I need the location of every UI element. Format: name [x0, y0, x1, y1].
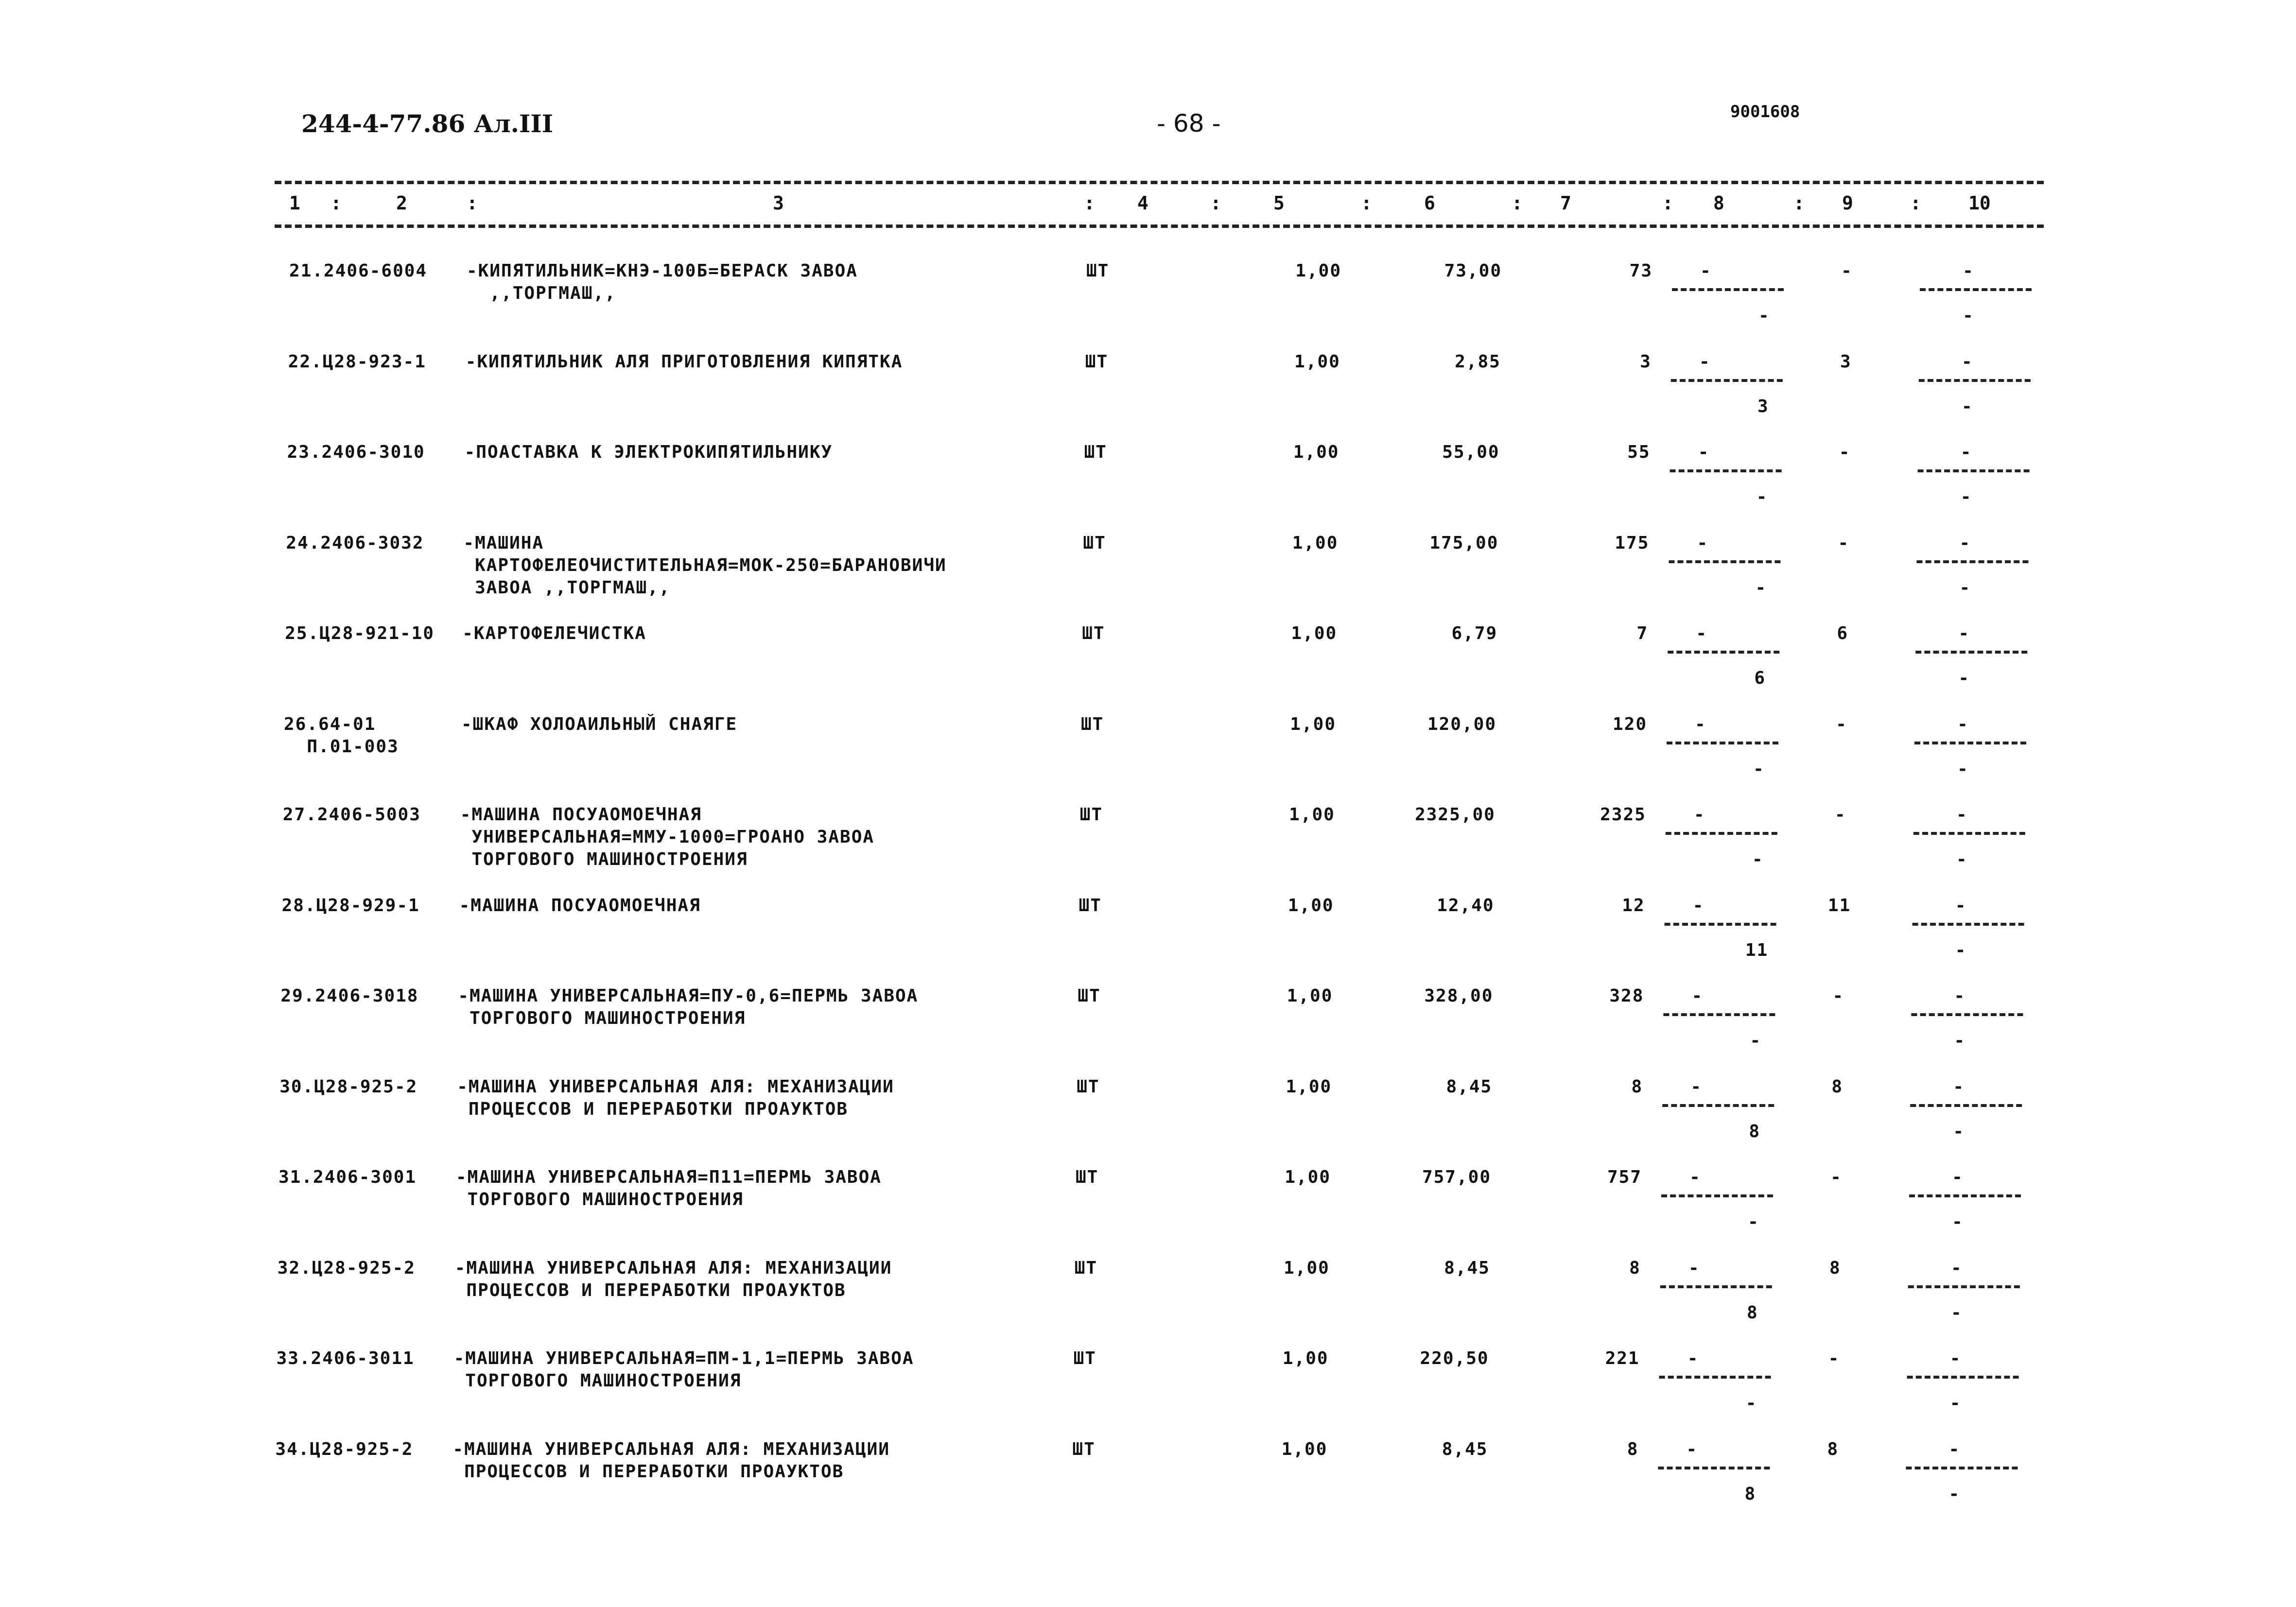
table-row: [0, 713, 2291, 804]
col8-fraction-line: [1665, 923, 1776, 926]
row-col9: -: [1838, 533, 1850, 553]
row-unit: ШТ: [1077, 1076, 1100, 1097]
row-description: -МАШИНА ПОСУАОМОЕЧНАЯ: [459, 895, 701, 916]
row-col8-numerator: -: [1693, 805, 1705, 825]
row-total: 8: [1627, 1439, 1639, 1459]
column-number-7: 7: [1560, 192, 1571, 214]
row-unit: ШТ: [1086, 261, 1110, 281]
row-quantity: 1,00: [1291, 623, 1338, 643]
column-separator: :: [1210, 192, 1221, 214]
row-unit: ШТ: [1076, 1167, 1099, 1187]
row-unit-price: 175,00: [1429, 533, 1499, 553]
row-col10-denominator: -: [1956, 849, 1968, 869]
row-col9: 3: [1840, 351, 1852, 372]
col10-fraction-line: [1913, 923, 2024, 926]
row-col10-denominator: -: [1963, 306, 1974, 326]
row-col10-denominator: -: [1958, 668, 1970, 688]
row-description: -МАШИНА УНИВЕРСАЛЬНАЯ=П11=ПЕРМЬ ЗАВОА ТОРГОВОГО МАШИНОСТРОЕНИЯ: [456, 1167, 882, 1210]
row-code: 27.2406-5003: [282, 805, 421, 825]
table-row: [0, 985, 2287, 1075]
row-description: -МАШИНА УНИВЕРСАЛЬНАЯ=ПМ-1,1=ПЕРМЬ ЗАВОА ТОРГОВОГО МАШИНОСТРОЕНИЯ: [453, 1348, 914, 1391]
column-number-1: 1: [289, 192, 300, 214]
row-col9: -: [1828, 1348, 1840, 1368]
row-quantity: 1,00: [1284, 1258, 1330, 1278]
column-separator: :: [1662, 192, 1673, 214]
row-col10-numerator: -: [1961, 351, 1973, 372]
row-code: 21.2406-6004: [289, 261, 428, 281]
column-number-10: 10: [1968, 192, 1991, 214]
row-total: 8: [1629, 1258, 1641, 1278]
row-description: -КИПЯТИЛЬНИК=КНЭ-100Б=БЕРАСК ЗАВОА ,,ТОРГМАШ,,: [467, 261, 858, 303]
row-col10-numerator: -: [1952, 1167, 1964, 1187]
col8-fraction-line: [1663, 1013, 1775, 1016]
row-col10-denominator: -: [1960, 487, 1972, 507]
row-code: 26.64-01 П.01-003: [284, 714, 399, 757]
row-col8-denominator: -: [1756, 487, 1768, 507]
row-total: 73: [1629, 261, 1652, 281]
row-code: 23.2406-3010: [287, 442, 425, 462]
row-unit: ШТ: [1073, 1348, 1096, 1368]
table-row: [0, 895, 2289, 985]
row-description: -МАШИНА УНИВЕРСАЛЬНАЯ АЛЯ: МЕХАНИЗАЦИИ ПРОЦЕССОВ И ПЕРЕРАБОТКИ ПРОАУКТОВ: [454, 1258, 892, 1300]
row-col10-numerator: -: [1949, 1348, 1962, 1368]
row-col8-denominator: 8: [1744, 1484, 1757, 1504]
column-number-3: 3: [773, 192, 784, 214]
row-col9: -: [1839, 442, 1851, 462]
row-col10-denominator: -: [1950, 1302, 1963, 1323]
row-code: 22.Ц28-923-1: [288, 351, 426, 372]
row-col8-numerator: -: [1689, 1167, 1701, 1187]
col8-fraction-line: [1672, 288, 1784, 291]
column-separator: :: [1084, 192, 1095, 214]
row-unit-price: 8,45: [1444, 1258, 1490, 1278]
row-total: 3: [1640, 351, 1652, 372]
row-col10-numerator: -: [1958, 623, 1970, 643]
row-col10-numerator: -: [1957, 714, 1969, 734]
row-code: 25.Ц28-921-10: [285, 623, 435, 643]
col8-fraction-line: [1667, 742, 1778, 744]
column-number-5: 5: [1273, 192, 1285, 214]
row-total: 12: [1622, 895, 1645, 916]
col10-fraction-line: [1918, 469, 2030, 472]
row-col9: 8: [1831, 1076, 1844, 1097]
row-col8-denominator: -: [1753, 759, 1765, 779]
row-col10-numerator: -: [1955, 895, 1967, 916]
row-col10-denominator: -: [1957, 759, 1969, 779]
row-col9: -: [1830, 1167, 1842, 1187]
row-total: 221: [1605, 1348, 1640, 1368]
column-separator: :: [330, 192, 342, 214]
row-total: 120: [1612, 714, 1647, 734]
header-top-rule: [275, 181, 2044, 184]
column-separator: :: [1512, 192, 1523, 214]
row-col10-denominator: -: [1954, 1031, 1966, 1051]
row-code: 34.Ц28-925-2: [275, 1439, 414, 1459]
row-col9: 11: [1827, 895, 1851, 916]
row-col9: 8: [1829, 1258, 1841, 1278]
col10-fraction-line: [1915, 651, 2027, 654]
table-row: [0, 351, 2295, 441]
col10-fraction-line: [1916, 560, 2028, 563]
row-col8-numerator: -: [1690, 1076, 1703, 1097]
row-description: -МАШИНА УНИВЕРСАЛЬНАЯ АЛЯ: МЕХАНИЗАЦИИ ПРОЦЕССОВ И ПЕРЕРАБОТКИ ПРОАУКТОВ: [452, 1439, 890, 1482]
row-total: 7: [1636, 623, 1649, 643]
row-col8-denominator: -: [1758, 306, 1770, 326]
col8-fraction-line: [1666, 832, 1777, 835]
row-total: 175: [1615, 533, 1650, 553]
document-code: 244-4-77.86 Ал.III: [301, 109, 554, 138]
row-col8-numerator: -: [1696, 623, 1708, 643]
row-description: -КАРТОФЕЛЕЧИСТКА: [462, 623, 646, 643]
col10-fraction-line: [1920, 288, 2032, 291]
row-code: 28.Ц28-929-1: [281, 895, 420, 916]
row-col8-numerator: -: [1688, 1258, 1700, 1278]
row-quantity: 1,00: [1286, 1076, 1332, 1097]
row-quantity: 1,00: [1293, 442, 1339, 462]
table-row: [0, 532, 2293, 622]
row-code: 31.2406-3001: [278, 1167, 417, 1187]
row-unit-price: 220,50: [1420, 1348, 1489, 1368]
row-code: 29.2406-3018: [280, 986, 419, 1006]
column-separator: :: [1793, 192, 1805, 214]
row-col10-denominator: -: [1949, 1393, 1962, 1413]
col10-fraction-line: [1919, 379, 2031, 382]
column-number-8: 8: [1713, 192, 1724, 214]
col8-fraction-line: [1670, 469, 1782, 472]
row-unit: ШТ: [1078, 895, 1102, 916]
row-unit-price: 55,00: [1442, 442, 1500, 462]
column-number-6: 6: [1424, 192, 1435, 214]
row-col8-numerator: -: [1699, 351, 1711, 372]
row-quantity: 1,00: [1287, 986, 1333, 1006]
row-col10-denominator: -: [1948, 1484, 1961, 1504]
row-code: 32.Ц28-925-2: [277, 1258, 416, 1278]
table-row: [0, 441, 2294, 532]
row-col9: 8: [1827, 1439, 1839, 1459]
row-description: -ПОАСТАВКА К ЭЛЕКТРОКИПЯТИЛЬНИКУ: [464, 442, 833, 462]
col10-fraction-line: [1906, 1467, 2018, 1469]
row-total: 2325: [1600, 805, 1646, 825]
row-total: 328: [1609, 986, 1644, 1006]
column-separator: :: [1910, 192, 1921, 214]
column-number-4: 4: [1137, 192, 1148, 214]
row-col10-numerator: -: [1960, 442, 1972, 462]
row-code: 33.2406-3011: [276, 1348, 415, 1368]
row-total: 8: [1631, 1076, 1643, 1097]
col8-fraction-line: [1662, 1104, 1774, 1107]
column-number-2: 2: [396, 192, 407, 214]
column-separator: :: [1361, 192, 1372, 214]
col10-fraction-line: [1913, 832, 2025, 835]
row-col8-denominator: -: [1755, 577, 1767, 598]
archive-stamp-number: 9001608: [1730, 102, 1800, 121]
table-row: [0, 260, 2296, 350]
row-unit-price: 2,85: [1455, 351, 1501, 372]
row-col10-denominator: -: [1952, 1212, 1964, 1232]
row-col8-denominator: -: [1752, 849, 1764, 869]
row-col8-denominator: 3: [1757, 396, 1769, 416]
row-col8-numerator: -: [1700, 261, 1712, 281]
row-description: -ШКАФ ХОЛОАИЛЬНЫЙ СНАЯГЕ: [461, 714, 738, 734]
row-quantity: 1,00: [1289, 805, 1335, 825]
row-quantity: 1,00: [1281, 1439, 1328, 1459]
row-quantity: 1,00: [1287, 895, 1334, 916]
row-col8-denominator: -: [1745, 1393, 1757, 1413]
row-col10-numerator: -: [1959, 533, 1971, 553]
table-row: [0, 1166, 2285, 1257]
page-number: - 68 -: [1157, 109, 1221, 138]
row-unit-price: 8,45: [1442, 1439, 1488, 1459]
column-number-9: 9: [1842, 192, 1853, 214]
row-code: 30.Ц28-925-2: [279, 1076, 418, 1097]
row-col8-numerator: -: [1692, 895, 1705, 916]
row-col9: -: [1836, 714, 1847, 734]
row-col8-denominator: 8: [1749, 1121, 1761, 1141]
row-unit: ШТ: [1081, 714, 1104, 734]
row-unit-price: 8,45: [1446, 1076, 1493, 1097]
row-col9: -: [1832, 986, 1844, 1006]
row-description: -МАШИНА КАРТОФЕЛЕОЧИСТИТЕЛЬНАЯ=МОК-250=БАРАНОВИЧИ ЗАВОА ,,ТОРГМАШ,,: [463, 533, 947, 598]
row-unit: ШТ: [1074, 1258, 1098, 1278]
table-row: [0, 1076, 2286, 1166]
col10-fraction-line: [1914, 742, 2026, 744]
col8-fraction-line: [1671, 379, 1783, 382]
row-description: -МАШИНА УНИВЕРСАЛЬНАЯ АЛЯ: МЕХАНИЗАЦИИ ПРОЦЕССОВ И ПЕРЕРАБОТКИ ПРОАУКТОВ: [457, 1076, 894, 1119]
row-unit: ШТ: [1072, 1439, 1096, 1459]
row-unit-price: 120,00: [1427, 714, 1496, 734]
table-row: [0, 1348, 2283, 1438]
row-col10-denominator: -: [1959, 577, 1971, 598]
row-col10-denominator: -: [1953, 1121, 1965, 1141]
row-col8-numerator: -: [1691, 986, 1704, 1006]
row-col9: -: [1834, 805, 1846, 825]
row-col8-numerator: -: [1686, 1439, 1698, 1459]
col8-fraction-line: [1660, 1285, 1772, 1288]
row-unit: ШТ: [1082, 623, 1105, 643]
column-separator: :: [467, 192, 478, 214]
table-row: [0, 622, 2292, 713]
col10-fraction-line: [1910, 1104, 2022, 1107]
row-unit-price: 73,00: [1444, 261, 1502, 281]
row-col8-denominator: 11: [1745, 940, 1769, 960]
row-col8-numerator: -: [1698, 442, 1710, 462]
row-description: -МАШИНА ПОСУАОМОЕЧНАЯ УНИВЕРСАЛЬНАЯ=ММУ-1000=ГРОАНО ЗАВОА ТОРГОВОГО МАШИНОСТРОЕНИЯ: [460, 805, 875, 869]
row-quantity: 1,00: [1285, 1167, 1331, 1187]
row-description: -КИПЯТИЛЬНИК АЛЯ ПРИГОТОВЛЕНИЯ КИПЯТКА: [465, 351, 903, 372]
row-col10-numerator: -: [1953, 1076, 1965, 1097]
row-unit: ШТ: [1083, 533, 1106, 553]
row-col10-numerator: -: [1948, 1439, 1961, 1459]
col10-fraction-line: [1909, 1194, 2021, 1197]
row-col8-denominator: 6: [1754, 668, 1766, 688]
row-description: -МАШИНА УНИВЕРСАЛЬНАЯ=ПУ-0,6=ПЕРМЬ ЗАВОА ТОРГОВОГО МАШИНОСТРОЕНИЯ: [458, 986, 919, 1028]
row-col10-denominator: -: [1955, 940, 1967, 960]
table-row: [0, 1257, 2284, 1348]
row-quantity: 1,00: [1290, 714, 1336, 734]
col10-fraction-line: [1907, 1376, 2019, 1379]
header-bottom-rule: [275, 225, 2044, 228]
row-col8-numerator: -: [1697, 533, 1709, 553]
row-total: 757: [1607, 1167, 1642, 1187]
row-unit-price: 6,79: [1451, 623, 1498, 643]
row-unit: ШТ: [1085, 351, 1109, 372]
row-unit-price: 12,40: [1437, 895, 1495, 916]
row-col10-numerator: -: [1963, 261, 1974, 281]
row-unit: ШТ: [1078, 986, 1101, 1006]
row-col8-numerator: -: [1695, 714, 1706, 734]
row-unit-price: 2325,00: [1415, 805, 1496, 825]
row-col9: 6: [1837, 623, 1849, 643]
row-col8-numerator: -: [1687, 1348, 1699, 1368]
row-col8-denominator: -: [1748, 1212, 1759, 1232]
col10-fraction-line: [1908, 1285, 2020, 1288]
row-col10-numerator: -: [1950, 1258, 1963, 1278]
row-quantity: 1,00: [1295, 261, 1341, 281]
row-total: 55: [1627, 442, 1651, 462]
row-unit: ШТ: [1084, 442, 1107, 462]
col8-fraction-line: [1661, 1194, 1773, 1197]
row-col10-denominator: -: [1961, 396, 1973, 416]
row-quantity: 1,00: [1294, 351, 1340, 372]
col8-fraction-line: [1669, 560, 1780, 563]
row-quantity: 1,00: [1292, 533, 1339, 553]
col8-fraction-line: [1658, 1467, 1770, 1469]
col10-fraction-line: [1911, 1013, 2023, 1016]
table-row: [0, 804, 2290, 894]
row-code: 24.2406-3032: [286, 533, 424, 553]
row-unit: ШТ: [1079, 805, 1103, 825]
col8-fraction-line: [1659, 1376, 1771, 1379]
row-quantity: 1,00: [1282, 1348, 1329, 1368]
row-unit-price: 757,00: [1422, 1167, 1491, 1187]
row-unit-price: 328,00: [1424, 986, 1494, 1006]
row-col8-denominator: 8: [1746, 1302, 1758, 1323]
row-col10-numerator: -: [1956, 805, 1968, 825]
table-row: [0, 1438, 2282, 1529]
row-col10-numerator: -: [1954, 986, 1966, 1006]
row-col8-denominator: -: [1750, 1031, 1762, 1051]
col8-fraction-line: [1668, 651, 1779, 654]
row-col9: -: [1841, 261, 1853, 281]
